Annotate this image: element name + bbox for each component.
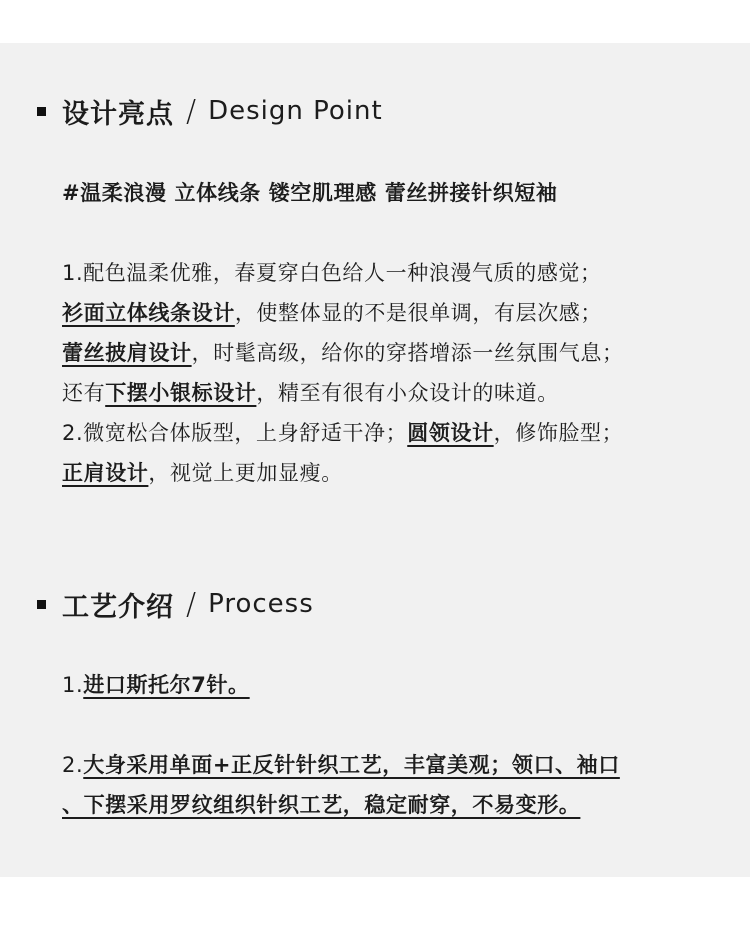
- design-title-cn: 设计亮点: [62, 98, 174, 130]
- process-title-en: Process: [208, 589, 314, 619]
- heading-separator: /: [186, 93, 197, 129]
- design-line: [62, 333, 624, 373]
- process-heading: [37, 584, 314, 624]
- design-title-en: Design Point: [208, 96, 383, 126]
- design-heading: [37, 91, 383, 131]
- body-text: ，视觉上更加显瘦。: [148, 461, 343, 485]
- bullet-square-icon: [37, 600, 46, 609]
- design-tagline: #温柔浪漫 立体线条 镂空肌理感 蕾丝拼接针织短袖: [62, 181, 558, 205]
- body-text: ，使整体显的不是很单调，有层次感；: [234, 301, 603, 325]
- highlight-phrase: 圆领设计: [407, 421, 494, 445]
- body-text: ，精至有很有小众设计的味道。: [256, 381, 559, 405]
- process-title-cn: 工艺介绍: [62, 591, 174, 623]
- design-line: [62, 373, 559, 413]
- highlight-phrase: 蕾丝披肩设计: [62, 341, 192, 365]
- body-text: ，修饰脸型；: [493, 421, 624, 445]
- heading-separator: /: [186, 586, 197, 622]
- process-item-2-text-2: 、下摆采用罗纹组织针织工艺，稳定耐穿，不易变形。: [62, 793, 581, 817]
- process-item-2-text-1: 大身采用单面+正反针针织工艺，丰富美观；领口、袖口: [83, 753, 620, 777]
- body-text: 2.微宽松合体版型，上身舒适干净；: [62, 421, 408, 445]
- process-item-2-prefix: 2.: [62, 753, 84, 777]
- design-line: [62, 453, 343, 493]
- highlight-phrase: 下摆小银标设计: [105, 381, 257, 405]
- design-line: [62, 253, 602, 293]
- body-text: 还有: [62, 381, 106, 405]
- design-line: [62, 293, 602, 333]
- bullet-square-icon: [37, 107, 46, 116]
- process-item-2-line-2: [62, 785, 580, 825]
- process-item-2-line-1: [62, 745, 620, 785]
- body-text: 1.配色温柔优雅，春夏穿白色给人一种浪漫气质的感觉；: [62, 261, 602, 285]
- highlight-phrase: 衫面立体线条设计: [62, 301, 235, 325]
- process-item-1-text: 进口斯托尔7针。: [83, 673, 250, 697]
- body-text: ，时髦高级，给你的穿搭增添一丝氛围气息；: [191, 341, 624, 365]
- highlight-phrase: 正肩设计: [62, 461, 149, 485]
- design-line: [62, 413, 623, 453]
- process-item-1-prefix: 1.: [62, 673, 84, 697]
- process-item-1: [62, 665, 250, 705]
